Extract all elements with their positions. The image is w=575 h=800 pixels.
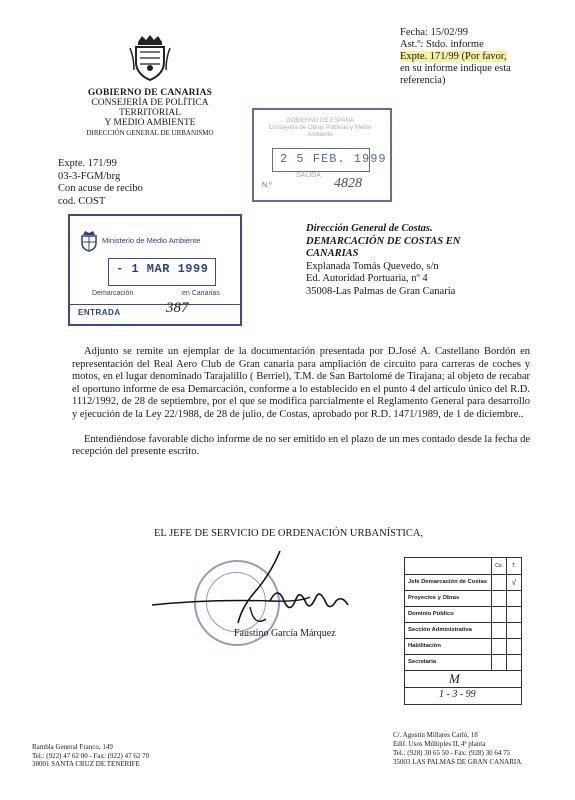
routing-row-mark2	[506, 655, 521, 670]
addressee-line2: DEMARCACIÓN DE COSTAS EN	[306, 235, 461, 247]
addressee-line3: CANARIAS	[306, 248, 359, 259]
salida-stamp	[252, 108, 392, 202]
footer-right-line1: C/. Agustín Millares Carló, 18	[393, 731, 478, 739]
routing-row	[405, 623, 521, 639]
reference-expte: Expte. 171/99 (Por favor,	[400, 51, 507, 62]
entrada-stamp-demarcacion: Demarcación	[92, 290, 134, 297]
salida-stamp-label: SALIDA	[296, 172, 321, 179]
routing-initials-row	[405, 671, 521, 688]
addressee-line1: Dirección General de Costas.	[306, 223, 433, 234]
routing-row	[405, 575, 521, 591]
salida-stamp-numero: 4828	[334, 176, 362, 191]
addressee-line6: 35008-Las Palmas de Gran Canaria	[306, 285, 456, 297]
routing-col2: T.	[506, 558, 521, 574]
addressee-line5: Ed. Autoridad Portuaria, nº 4	[306, 273, 428, 284]
letter-body	[72, 346, 530, 471]
routing-row-mark2	[506, 639, 521, 654]
routing-row	[405, 639, 521, 655]
footer-left	[32, 743, 149, 769]
expediente-line2: 03-3-FGM/brg	[58, 170, 121, 182]
coat-of-arms-icon	[128, 34, 172, 82]
reference-asunto: Ast.º: Stdo. informe	[400, 39, 484, 50]
letterhead	[60, 88, 240, 138]
reference-fecha: Fecha: 15/02/99	[400, 27, 468, 38]
entrada-stamp-label: ENTRADA	[78, 308, 121, 317]
salida-stamp-header1: GOBIERNO DE ESPAÑA	[286, 118, 354, 124]
letterhead-line1: GOBIERNO DE CANARIAS	[87, 88, 213, 98]
routing-row-mark1	[491, 655, 506, 670]
footer-right-line4: 35003 LAS PALMAS DE GRAN CANARIA	[393, 758, 522, 766]
entrada-stamp	[68, 214, 242, 326]
footer-left-line3: 38001 SANTA CRUZ DE TENERIFE	[32, 760, 140, 769]
routing-row-mark2: √	[506, 575, 521, 590]
signatory-name: Faustino García Márquez	[234, 628, 336, 639]
expediente-line3: Con acuse de recibo	[58, 183, 143, 194]
entrada-stamp-canarias: en Canarias	[182, 290, 220, 297]
routing-row-mark1	[491, 607, 506, 622]
routing-table-header	[405, 558, 521, 575]
footer-left-line1: Rambla General Franco, 149	[32, 743, 113, 751]
entrada-stamp-divider	[70, 304, 240, 305]
routing-row-label: Habilitación	[408, 643, 441, 649]
footer-right	[393, 731, 521, 767]
routing-row-mark1	[491, 591, 506, 606]
addressee-block	[306, 223, 546, 298]
reference-block	[400, 27, 560, 87]
routing-date-row	[405, 688, 521, 704]
signature-title: EL JEFE DE SERVICIO DE ORDENACIÓN URBANÍSTICA,	[154, 528, 424, 539]
routing-row-mark2	[506, 607, 521, 622]
routing-row	[405, 591, 521, 607]
routing-row-label: Secretaria	[408, 659, 437, 665]
routing-row-mark1	[491, 623, 506, 638]
shield-icon	[80, 230, 98, 252]
routing-col1: Co.	[491, 558, 506, 574]
expediente-line4: cod. COST	[58, 195, 106, 207]
routing-row-mark2	[506, 623, 521, 638]
addressee-line4: Explanada Tomás Quevedo, s/n	[306, 260, 439, 272]
salida-stamp-date: 2 5 FEB. 1999	[280, 152, 387, 166]
routing-table	[404, 557, 522, 705]
reference-line5: referencia)	[400, 75, 446, 86]
letterhead-line2: CONSEJERÍA DE POLÍTICA TERRITORIAL	[91, 98, 209, 118]
reference-line4: en su informe indique esta	[400, 63, 511, 74]
routing-row-mark1	[491, 639, 506, 654]
letterhead-line3: Y MEDIO AMBIENTE	[104, 118, 196, 128]
routing-row-mark2	[506, 591, 521, 606]
routing-initials: M	[449, 671, 460, 686]
entrada-stamp-date: - 1 MAR 1999	[116, 262, 209, 276]
entrada-stamp-ministry: Ministerio de Medio Ambiente	[102, 236, 201, 245]
expediente-line1: Expte. 171/99	[58, 158, 117, 169]
routing-row	[405, 607, 521, 623]
footer-right-line2: Edif. Usos Múltiples II, 4ª planta	[393, 740, 486, 748]
body-paragraph1: Adjunto se remite un ejemplar de la documentación presentada por D.José A. Castellano Bordón en representación del Real Aero Club de Gran canaria para ampliación de circuito para carreras de coches y motos, en el lugar denominado Tarajalillo ( Berriel), T.M. de San Bartolomé de Tirajana; al objeto de recabar el oportuno informe de esa Demarcación, conforme a lo establecido en el punto 4 del artículo único del R.D. 1112/1992, de 28 de septiembre, por el que se modifica parcialmente el Reglamento General para desarrollo y ejecución de la Ley 22/1988, de 28 de julio, de Costas, aprobado por R.D. 1471/1989, de 1 de diciembre..	[72, 346, 530, 420]
footer-right-line3: Tel.: (928) 30 65 50 - Fax: (928) 30 64 75	[393, 749, 511, 757]
routing-row-mark1	[491, 575, 506, 590]
footer-left-line2: Tel.: (922) 47 62 00 - Fax: (922) 47 62 70	[32, 751, 150, 760]
routing-row	[405, 655, 521, 671]
routing-row-label: Proyectos y Obras	[408, 595, 460, 601]
salida-stamp-header2: Consejería de Obras Públicas y Medio Ambiente	[268, 125, 372, 138]
routing-row-label: Jefe Demarcación de Costas	[408, 579, 487, 585]
routing-row-label: Sección Administrativa	[408, 627, 472, 633]
expediente-block	[58, 158, 143, 208]
routing-date: 1 - 3 - 99	[439, 689, 476, 700]
letterhead-line4: DIRECCIÓN GENERAL DE URBANISMO	[86, 129, 214, 137]
entrada-stamp-numero: 387	[166, 300, 189, 316]
routing-row-label: Dominio Público	[408, 611, 454, 617]
salida-stamp-numero-prefix: N.º	[262, 182, 272, 189]
body-paragraph2: Entendiéndose favorable dicho informe de no ser emitido en el plazo de un mes contado desde la fecha de recepción del presente escrito.	[72, 433, 530, 458]
